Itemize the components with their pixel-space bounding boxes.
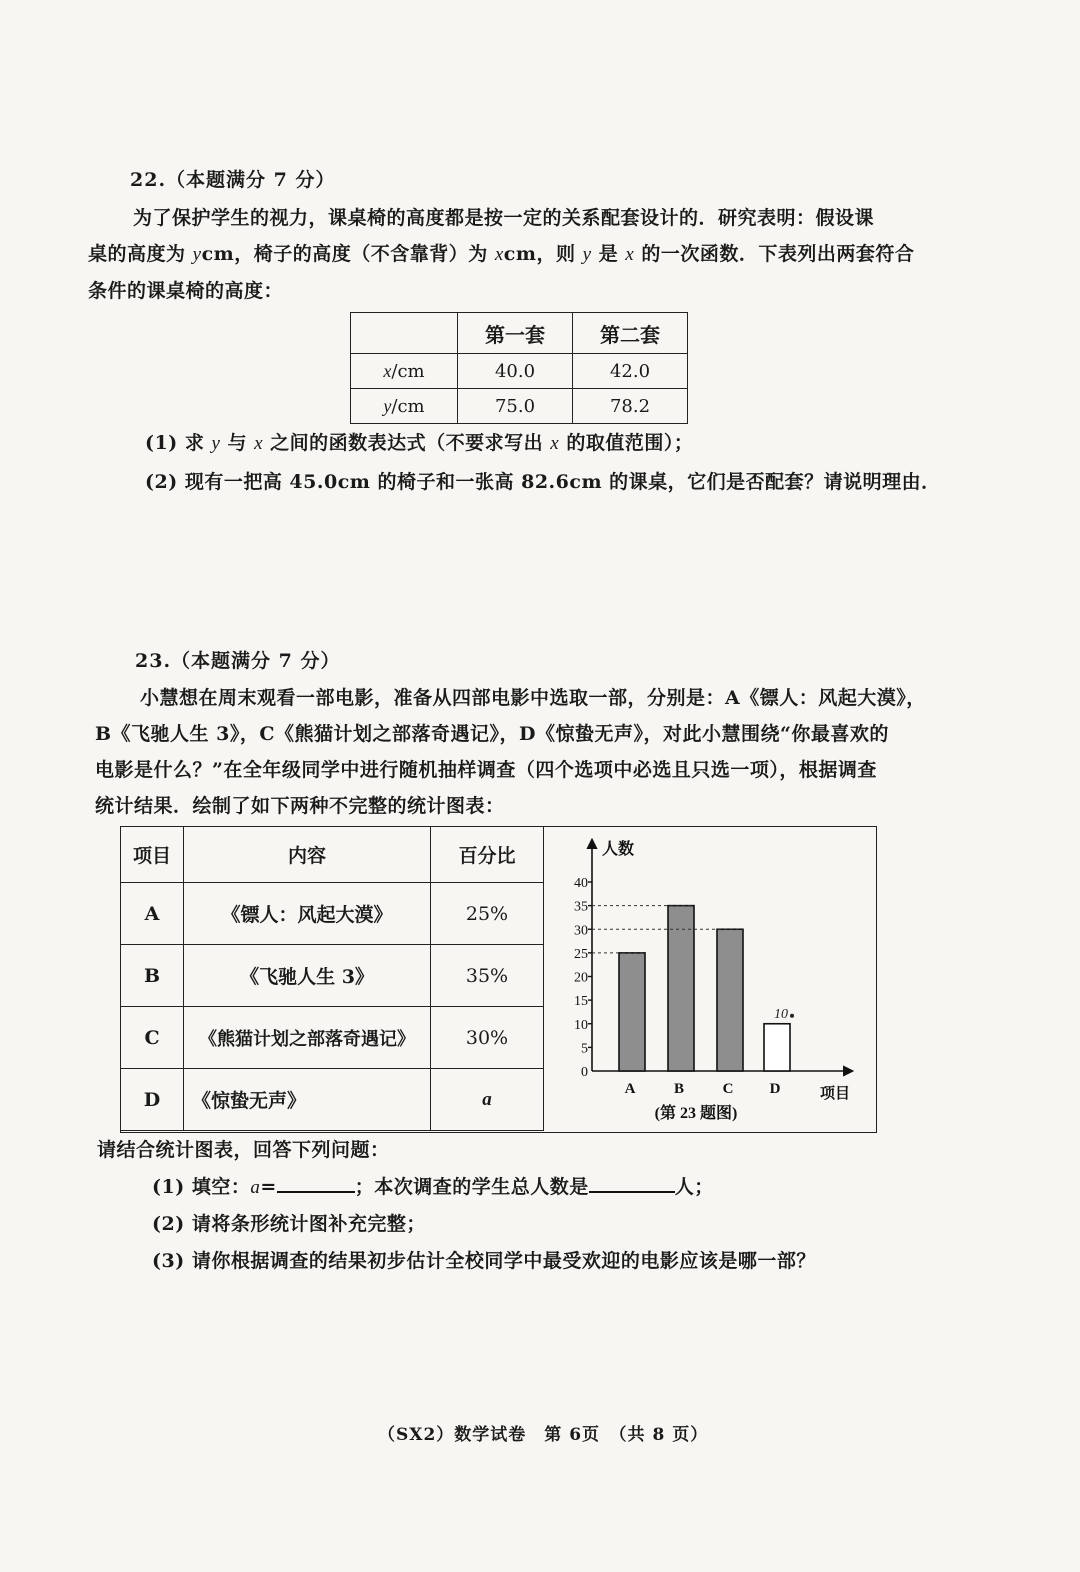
- bar-C: [717, 929, 743, 1071]
- q23-h-content: 内容: [184, 827, 431, 883]
- q23-h-pct: 百分比: [431, 827, 544, 883]
- q23-row-item: B: [121, 945, 184, 1007]
- handwritten-dot: [790, 1014, 794, 1018]
- q22-line2: 桌的高度为 ycm，椅子的高度（不含靠背）为 xcm，则 y 是 x 的一次函数．下表列出两套符合: [88, 243, 915, 265]
- q23-line4: 统计结果．绘制了如下两种不完整的统计图表：: [95, 795, 505, 817]
- chart-caption: (第 23 题图): [654, 1105, 738, 1122]
- q23-sub3: (3) 请你根据调查的结果初步估计全校同学中最受欢迎的电影应该是哪一部？: [152, 1250, 816, 1272]
- q22-row2-v1: 75.0: [458, 389, 573, 424]
- answer-blank-a[interactable]: [277, 1173, 355, 1193]
- q22-col2: 第二套: [573, 313, 688, 354]
- q23-sub1: (1) 填空：a= ；本次调查的学生总人数是 人；: [152, 1172, 714, 1199]
- y-tick-label: 10: [574, 1017, 588, 1033]
- q23-row-content: 《镖人：风起大漠》: [184, 883, 431, 945]
- q23-row-pct: 30%: [431, 1007, 544, 1069]
- q23-row-item: C: [121, 1007, 184, 1069]
- q23-line1: 小慧想在周末观看一部电影，准备从四部电影中选取一部，分别是：A《镖人：风起大漠》，: [140, 687, 926, 709]
- q23-row-content: 《飞驰人生 3》: [184, 945, 431, 1007]
- x-tick-label: D: [769, 1081, 781, 1097]
- y-tick-label: 20: [574, 970, 588, 986]
- y-tick-label: 0: [581, 1065, 588, 1080]
- handwritten-label: 10: [774, 1006, 788, 1022]
- q22-row1-v2: 42.0: [573, 354, 688, 389]
- bar-B: [668, 906, 694, 1071]
- q22-row2-label: y/cm: [351, 389, 458, 424]
- q23-row-content: 《熊猫计划之部落奇遇记》: [184, 1007, 431, 1069]
- x-tick-label: A: [624, 1081, 636, 1097]
- page-footer: （SX2）数学试卷 第 6页 （共 8 页）: [378, 1425, 709, 1445]
- q22-row2-v2: 78.2: [573, 389, 688, 424]
- q23-after: 请结合统计图表，回答下列问题：: [97, 1139, 390, 1161]
- y-tick-label: 30: [574, 923, 588, 939]
- q23-line3: 电影是什么？”在全年级同学中进行随机抽样调查（四个选项中必选且只选一项），根据调查: [95, 759, 877, 781]
- q23-sub2: (2) 请将条形统计图补充完整；: [152, 1213, 426, 1235]
- y-tick-label: 40: [574, 876, 588, 891]
- x-tick-label: C: [722, 1081, 734, 1097]
- q22-table-corner: [351, 313, 458, 354]
- q22-col1: 第一套: [458, 313, 573, 354]
- x-axis-label: 项目: [820, 1086, 851, 1102]
- bar-chart: [548, 830, 874, 1130]
- y-tick-label: 25: [574, 946, 588, 962]
- answer-blank-total[interactable]: [589, 1173, 675, 1193]
- q22-header: 22.（本题满分 7 分）: [130, 169, 336, 191]
- q23-header: 23.（本题满分 7 分）: [135, 650, 341, 672]
- q23-row-pct: 35%: [431, 945, 544, 1007]
- q23-row-item: D: [121, 1069, 184, 1131]
- q22-row1-v1: 40.0: [458, 354, 573, 389]
- q23-row-item: A: [121, 883, 184, 945]
- y-tick-label: 35: [574, 899, 588, 915]
- q22-stem: [88, 200, 968, 309]
- q23-row-pct: 25%: [431, 883, 544, 945]
- y-axis-label: 人数: [602, 841, 635, 858]
- q22-line3: 条件的课桌椅的高度：: [88, 280, 284, 302]
- q23-table: [120, 826, 544, 1131]
- q22-sub1: (1) 求 y 与 x 之间的函数表达式（不要求写出 x 的取值范围）；: [145, 432, 694, 454]
- y-tick-label: 5: [581, 1041, 588, 1057]
- q22-line1: 为了保护学生的视力，课桌椅的高度都是按一定的关系配套设计的．研究表明：假设课: [133, 207, 875, 229]
- q23-row-content: 《惊蛰无声》: [184, 1069, 431, 1131]
- q22-table: [350, 312, 688, 424]
- y-tick-label: 15: [574, 994, 588, 1010]
- x-tick-label: B: [673, 1081, 685, 1097]
- q23-h-item: 项目: [121, 827, 184, 883]
- q22-sub2: (2) 现有一把高 45.0cm 的椅子和一张高 82.6cm 的课桌，它们是否配套？请说明理由．: [145, 471, 941, 493]
- bar-A: [619, 953, 645, 1071]
- q23-row-pct: a: [431, 1069, 544, 1131]
- q23-stem: [95, 680, 975, 824]
- q23-line2: B《飞驰人生 3》，C《熊猫计划之部落奇遇记》，D《惊蛰无声》，对此小慧围绕“你最喜欢的: [95, 723, 889, 745]
- bar-D: [764, 1024, 790, 1071]
- q22-row1-label: x/cm: [351, 354, 458, 389]
